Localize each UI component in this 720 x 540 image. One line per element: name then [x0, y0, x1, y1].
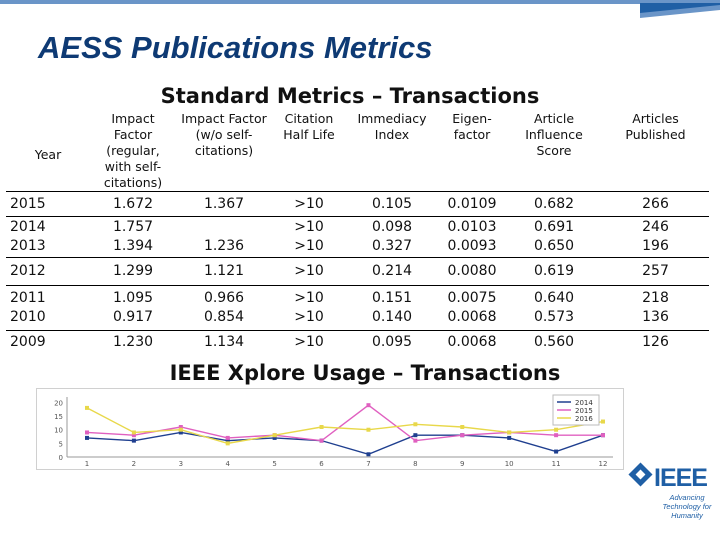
- y-tick-label: 10: [54, 426, 63, 435]
- x-tick-label: 4: [225, 460, 230, 468]
- table-cell: 1.236: [176, 217, 272, 258]
- col-header-year: Year: [34, 147, 62, 162]
- header-band: [0, 0, 720, 22]
- data-point: [460, 425, 464, 429]
- data-point: [85, 436, 89, 440]
- table-cell: >10 >10: [272, 286, 346, 331]
- table-cell: 218 136: [602, 286, 709, 331]
- y-tick-label: 20: [54, 399, 63, 408]
- data-point: [554, 450, 558, 454]
- x-tick-label: 5: [272, 460, 277, 468]
- data-point: [85, 406, 89, 410]
- data-point: [601, 420, 605, 424]
- page-title: AESS Publications Metrics: [38, 30, 433, 65]
- table-row: [6, 192, 709, 217]
- table-cell: 266: [602, 192, 709, 217]
- col-header-articles-published: Articles Published: [625, 111, 686, 142]
- col-header-impact-factor-wo-self: Impact Factor (w/o self-citations): [181, 111, 267, 158]
- data-point: [85, 430, 89, 434]
- data-point: [366, 452, 370, 456]
- table-cell: 1.095 0.917: [90, 286, 176, 331]
- table-cell: >10: [272, 192, 346, 217]
- series-line-2016: [87, 408, 603, 443]
- table-cell: 0.0075 0.0068: [438, 286, 506, 331]
- table-row: [6, 217, 709, 258]
- table-cell: 1.299: [90, 258, 176, 286]
- table-header-row: [6, 109, 709, 192]
- usage-chart: [36, 388, 624, 470]
- x-tick-label: 3: [178, 460, 184, 468]
- data-point: [460, 433, 464, 437]
- data-point: [413, 433, 417, 437]
- series-line-2014: [87, 432, 603, 454]
- table-cell: 0.095: [346, 331, 438, 355]
- data-point: [320, 439, 324, 443]
- data-point: [132, 430, 136, 434]
- x-tick-label: 7: [366, 460, 371, 468]
- ieee-tagline: Advancing Technology for Humanity: [662, 493, 712, 520]
- table-cell: 126: [602, 331, 709, 355]
- table-cell: 1.672: [90, 192, 176, 217]
- table-cell: 2011 2010: [6, 286, 90, 331]
- x-tick-label: 12: [598, 460, 608, 468]
- table-cell: >10: [272, 258, 346, 286]
- data-point: [320, 425, 324, 429]
- data-point: [507, 436, 511, 440]
- x-tick-label: 10: [504, 460, 514, 468]
- table-cell: 0.105: [346, 192, 438, 217]
- col-header-citation-half-life: Citation Half Life: [283, 111, 335, 142]
- x-tick-label: 8: [413, 460, 418, 468]
- y-tick-label: 15: [54, 413, 63, 422]
- table-cell: 0.682: [506, 192, 602, 217]
- legend-label: 2014: [575, 399, 593, 407]
- x-tick-label: 6: [319, 460, 324, 468]
- table-cell: 0.640 0.573: [506, 286, 602, 331]
- table-cell: 2009: [6, 331, 90, 355]
- table-cell: 1.230: [90, 331, 176, 355]
- y-tick-label: 0: [58, 454, 63, 462]
- data-point: [554, 428, 558, 432]
- data-point: [273, 433, 277, 437]
- data-point: [366, 403, 370, 407]
- table-row: [6, 331, 709, 355]
- table-cell: 1.134: [176, 331, 272, 355]
- col-header-article-influence: Article Influence Score: [525, 111, 583, 158]
- table-row: [6, 286, 709, 331]
- table-cell: 1.367: [176, 192, 272, 217]
- legend-label: 2016: [575, 415, 593, 423]
- usage-chart-svg: [37, 389, 623, 469]
- table-cell: 0.0109: [438, 192, 506, 217]
- data-point: [413, 439, 417, 443]
- table-cell: >10 >10: [272, 217, 346, 258]
- table-cell: 0.151 0.140: [346, 286, 438, 331]
- table-cell: 0.0080: [438, 258, 506, 286]
- data-point: [226, 436, 230, 440]
- table-cell: 0.966 0.854: [176, 286, 272, 331]
- table-cell: 0.0103 0.0093: [438, 217, 506, 258]
- table-row: [6, 258, 709, 286]
- table-cell: 2012: [6, 258, 90, 286]
- data-point: [226, 441, 230, 445]
- table-cell: 1.757 1.394: [90, 217, 176, 258]
- x-tick-label: 9: [460, 460, 465, 468]
- data-point: [507, 430, 511, 434]
- data-point: [132, 439, 136, 443]
- col-header-eigenfactor: Eigen-factor: [452, 111, 492, 142]
- data-point: [413, 422, 417, 426]
- table-cell: 0.098 0.327: [346, 217, 438, 258]
- data-point: [179, 428, 183, 432]
- x-tick-label: 2: [131, 460, 137, 468]
- table-cell: 2014 2013: [6, 217, 90, 258]
- legend-label: 2015: [575, 407, 593, 415]
- x-tick-label: 11: [551, 460, 561, 468]
- table-cell: 0.560: [506, 331, 602, 355]
- y-tick-label: 5: [58, 440, 63, 449]
- data-point: [601, 433, 605, 437]
- x-tick-label: 1: [84, 460, 90, 468]
- col-header-impact-factor-regular: Impact Factor (regular, with self-citations): [103, 111, 163, 190]
- section-title-xplore-usage: IEEE Xplore Usage – Transactions: [169, 361, 561, 385]
- data-point: [366, 428, 370, 432]
- metrics-table: [6, 109, 709, 355]
- table-cell: 246 196: [602, 217, 709, 258]
- table-cell: 0.214: [346, 258, 438, 286]
- table-cell: 2015: [6, 192, 90, 217]
- ieee-logo: IEEE: [654, 464, 707, 492]
- table-cell: 0.691 0.650: [506, 217, 602, 258]
- table-cell: 257: [602, 258, 709, 286]
- table-cell: >10: [272, 331, 346, 355]
- table-cell: 0.0068: [438, 331, 506, 355]
- table-cell: 0.619: [506, 258, 602, 286]
- table-cell: 1.121: [176, 258, 272, 286]
- col-header-immediacy-index: Immediacy Index: [357, 111, 427, 142]
- data-point: [554, 433, 558, 437]
- section-title-standard-metrics: Standard Metrics – Transactions: [160, 84, 540, 108]
